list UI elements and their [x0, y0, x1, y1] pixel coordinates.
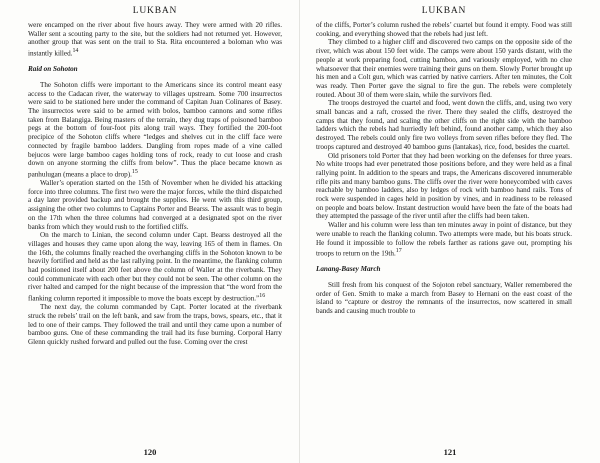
page-number: 121: [443, 447, 457, 457]
right-page-body: [316, 21, 572, 441]
right-page: [300, 0, 600, 463]
paragraph: Old prisoners told Porter that they had been working on the defenses for three years. No white troops had ever penetrated those positions before, and they were held as a final rallying point. In addition to the spears and traps, the Americans discovered innumerable rifle pits and many bamboo guns. The cliffs over the river were honeycombed with caves reachable by bamboo ladders, also by ledges of rock with bamboo hand rails. Tons of rock were suspended in cages held in position by vines, and in readiness to be released on people and boats below. Instant destruction would have been the fate of the boats had they attempted the passage of the river until after the cliffs had been taken.: [316, 151, 572, 221]
paragraph: were encamped on the river about five hours away. They were armed with 20 rifles. Waller sent a scouting party to the site, but the soldiers had not returned yet. However, another group that was sent on the trail to Sta. Rita encountered a boloman who was instantly killed.$^{14}$: [28, 21, 282, 58]
left-page-body: [28, 21, 282, 441]
section-heading: Lanang-Basey March: [316, 265, 381, 274]
paragraph: Waller and his column were less than ten minutes away in point of distance, but they were unable to reach the flanking column. Two attempts were made, but his boats struck. He found it impossible to follow the rebels farther as rations gave out, prompting his troops to return on the 19th.$^{17}$: [316, 221, 572, 258]
paragraph: of the cliffs, Porter’s column rushed the rebels’ cuartel but found it empty. Food was still cooking, and everything showed that the rebels had just left.: [316, 21, 572, 38]
footnote-ref: 15: [131, 168, 138, 175]
paragraph: The next day, the column commanded by Capt. Porter located at the riverbank struck the rebels’ trail on the left bank, and saw from the traps, bows, spears, etc., that it led to one of their camps. They followed the trail and until they came upon a number of bamboo guns. One of these commanding the trail had its fuse burning. Corporal Harry Glenn quickly rushed forward and pulled out the fuse. Coming over the crest: [28, 303, 282, 347]
footnote-ref: 14: [72, 48, 79, 55]
footnote-ref: 16: [259, 293, 266, 300]
paragraph: The Sohoton cliffs were important to the Americans since its control meant easy access to the Cadacan river, the waterway to villages upstream. Some 700 insurrectos were said to be stationed here under the command of Capitan Juan Colinares of Basey. The insurrectos were said to be armed with bolos, bamboo cannons and some rifles taken from Balangiga. Being masters of the terrain, they dug traps of poisoned bamboo pegs at the bottom of four-foot pits along trail ways. They fortified the 200-foot precipice of the Sohoton cliffs where “ledges and shelves cut in the cliff face were connected by fragile bamboo ladders. Dangling from ropes made of a vine called bejucos were large bamboo cages holding tons of rock, ready to cut loose and crash down on anyone storming the cliffs from below”. Thus the place became known as panhulugan (means a place to drop).$^{15}$: [28, 80, 282, 179]
running-head: LUKBAN: [132, 6, 178, 16]
paragraph: On the march to Linian, the second column under Capt. Bearss destroyed all the villages and houses they came upon along the way, leaving 165 of them in flames. On the 16th, the columns finally reached the overhanging cliffs in the Sohoton known to be heavily fortified and held as the last rallying point. In the meantime, the flanking column had positioned itself about 200 feet above the column of Waller at the riverbank. They could communicate with each other but they could not be seen. The other column on the river halted and camped for the night because of the impression that “the word from the flanking column reported it impossible to move the boats except by destruction.”$^{16}$: [28, 231, 282, 303]
paragraph: Waller’s operation started on the 15th of November when he divided his attacking force into three columns. The first two were the major forces, while the third dispatched a day later provided backup and brought the supplies. He went with this third group, assigning the other two columns to Captains Porter and Bearss. The assault was to begin on the 17th when the three columns had converged at a designated spot on the river banks from which they would rush to the fortified cliffs.: [28, 179, 282, 231]
page-number: 120: [143, 447, 157, 457]
section-heading: Raid on Sohoton: [28, 65, 78, 74]
paragraph: Still fresh from his conquest of the Sojoton rebel sanctuary, Waller remembered the order of Gen. Smith to make a march from Basey to Hernani on the east coast of the island to “capture or destroy the remnants of the insurrectos, now scattered in small bands and causing much trouble to: [316, 281, 572, 316]
paragraph: The troops destroyed the cuartel and food, went down the cliffs, and, using two very small bancas and a raft, crossed the river. There they sealed the cliffs, destroyed the camps that they found, and scaling the other cliffs on the right side with the bamboo ladders which the rebels had hurriedly left behind, found another camp, which they also destroyed. The rebels could only fire two volleys from seven rifles before they fled. The troops captured and destroyed 40 bamboo guns (lantakas), rice, food, besides the cuartel.: [316, 99, 572, 151]
paragraph: They climbed to a higher cliff and discovered two camps on the opposite side of the river, which was about 150 feet wide. The camps were about 150 yards distant, with the people at work preparing food, cutting bamboo, and variously employed, with no clue whatsoever that their enemies were training their guns on them. Slowly Porter brought up his men and a Colt gun, which was carried by native carriers. After ten minutes, the Colt was ready. Then Porter gave the signal to fire the gun. The rebels were completely routed. About 30 of them were slain, while the survivors fled.: [316, 38, 572, 99]
footnote-ref: 17: [395, 248, 402, 255]
running-head: LUKBAN: [421, 6, 467, 16]
